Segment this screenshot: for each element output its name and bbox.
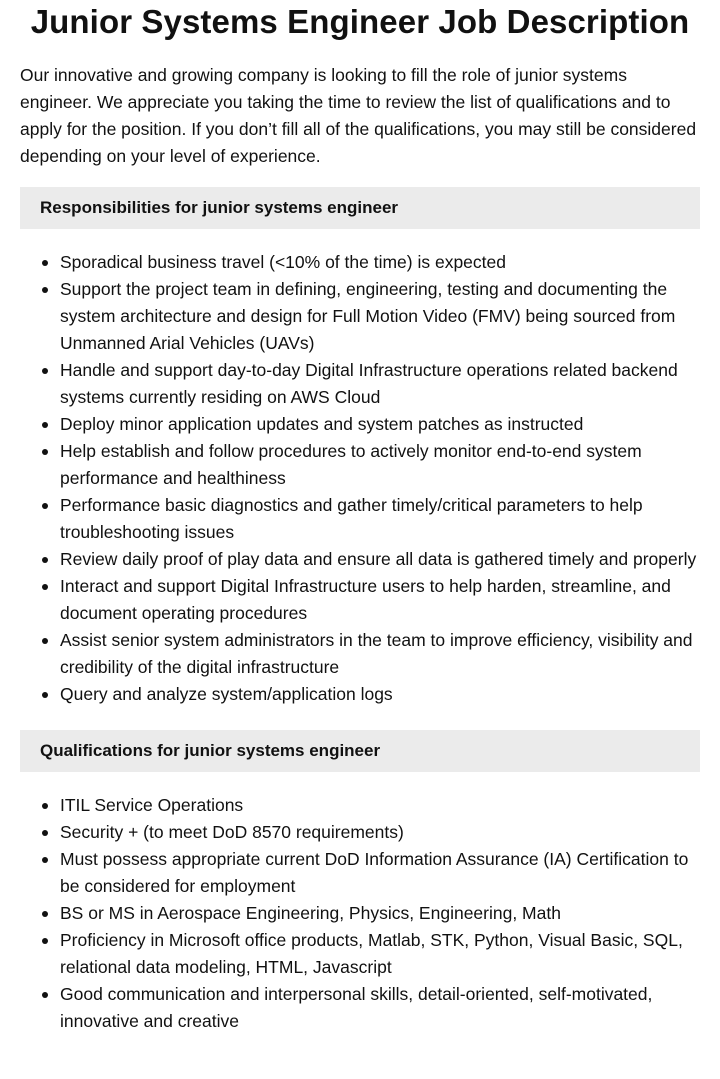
list-item-text: Query and analyze system/application logs [60, 684, 393, 704]
list-item [60, 846, 700, 900]
list-item-text: Must possess appropriate current DoD Information Assurance (IA) Certification to be considered for employment [60, 849, 689, 896]
list-item [60, 249, 700, 276]
bullet-icon [42, 857, 48, 863]
list-item [60, 927, 700, 981]
list-item [60, 819, 700, 846]
list-item [60, 573, 700, 627]
list-item-text: Performance basic diagnostics and gather timely/critical parameters to help troubleshooting issues [60, 495, 643, 542]
bullet-icon [42, 422, 48, 428]
list-item-text: Help establish and follow procedures to actively monitor end-to-end system performance and healthiness [60, 441, 642, 488]
list-item [60, 438, 700, 492]
list-item-text: Good communication and interpersonal skills, detail-oriented, self-motivated, innovative and creative [60, 984, 653, 1031]
list-item-text: ITIL Service Operations [60, 795, 244, 815]
list-item-text: Proficiency in Microsoft office products, Matlab, STK, Python, Visual Basic, SQL, relational data modeling, HTML, Javascript [60, 930, 683, 977]
bullet-icon [42, 368, 48, 374]
list-item-text: Interact and support Digital Infrastructure users to help harden, streamline, and document operating procedures [60, 576, 671, 623]
bullet-icon [42, 584, 48, 590]
list-item-text: Support the project team in defining, engineering, testing and documenting the system architecture and design for Full Motion Video (FMV) being sourced from Unmanned Arial Vehicles (UAVs) [60, 279, 676, 353]
bullet-icon [42, 449, 48, 455]
bullet-icon [42, 503, 48, 509]
bullet-icon [42, 992, 48, 998]
responsibilities-heading: Responsibilities for junior systems engineer [20, 187, 700, 229]
page-title: Junior Systems Engineer Job Description [30, 3, 690, 40]
list-item [60, 357, 700, 411]
bullet-icon [42, 830, 48, 836]
bullet-icon [42, 260, 48, 266]
list-item-text: Review daily proof of play data and ensure all data is gathered timely and properly [60, 549, 697, 569]
list-item [60, 492, 700, 546]
bullet-icon [42, 557, 48, 563]
list-item-text: Sporadical business travel (<10% of the time) is expected [60, 252, 506, 272]
bullet-icon [42, 638, 48, 644]
responsibilities-list [20, 249, 700, 708]
list-item [60, 900, 700, 927]
list-item-text: Assist senior system administrators in the team to improve efficiency, visibility and credibility of the digital infrastructure [60, 630, 693, 677]
list-item [60, 276, 700, 357]
qualifications-heading: Qualifications for junior systems engineer [20, 730, 700, 772]
bullet-icon [42, 938, 48, 944]
bullet-icon [42, 287, 48, 293]
list-item-text: Deploy minor application updates and system patches as instructed [60, 414, 584, 434]
list-item [60, 792, 700, 819]
list-item [60, 627, 700, 681]
intro-paragraph: Our innovative and growing company is looking to fill the role of junior systems engineer. We appreciate you taking the time to review the list of qualifications and to apply for the position. If you don’t fill all of the qualifications, you may still be considered depending on your level of experience. [20, 65, 697, 166]
list-item-text: Security + (to meet DoD 8570 requirements) [60, 822, 404, 842]
bullet-icon [42, 911, 48, 917]
list-item [60, 681, 700, 708]
bullet-icon [42, 692, 48, 698]
list-item [60, 981, 700, 1035]
list-item [60, 411, 700, 438]
list-item-text: Handle and support day-to-day Digital Infrastructure operations related backend systems currently residing on AWS Cloud [60, 360, 678, 407]
list-item-text: BS or MS in Aerospace Engineering, Physics, Engineering, Math [60, 903, 561, 923]
bullet-icon [42, 803, 48, 809]
list-item [60, 546, 700, 573]
qualifications-list [20, 792, 700, 1035]
